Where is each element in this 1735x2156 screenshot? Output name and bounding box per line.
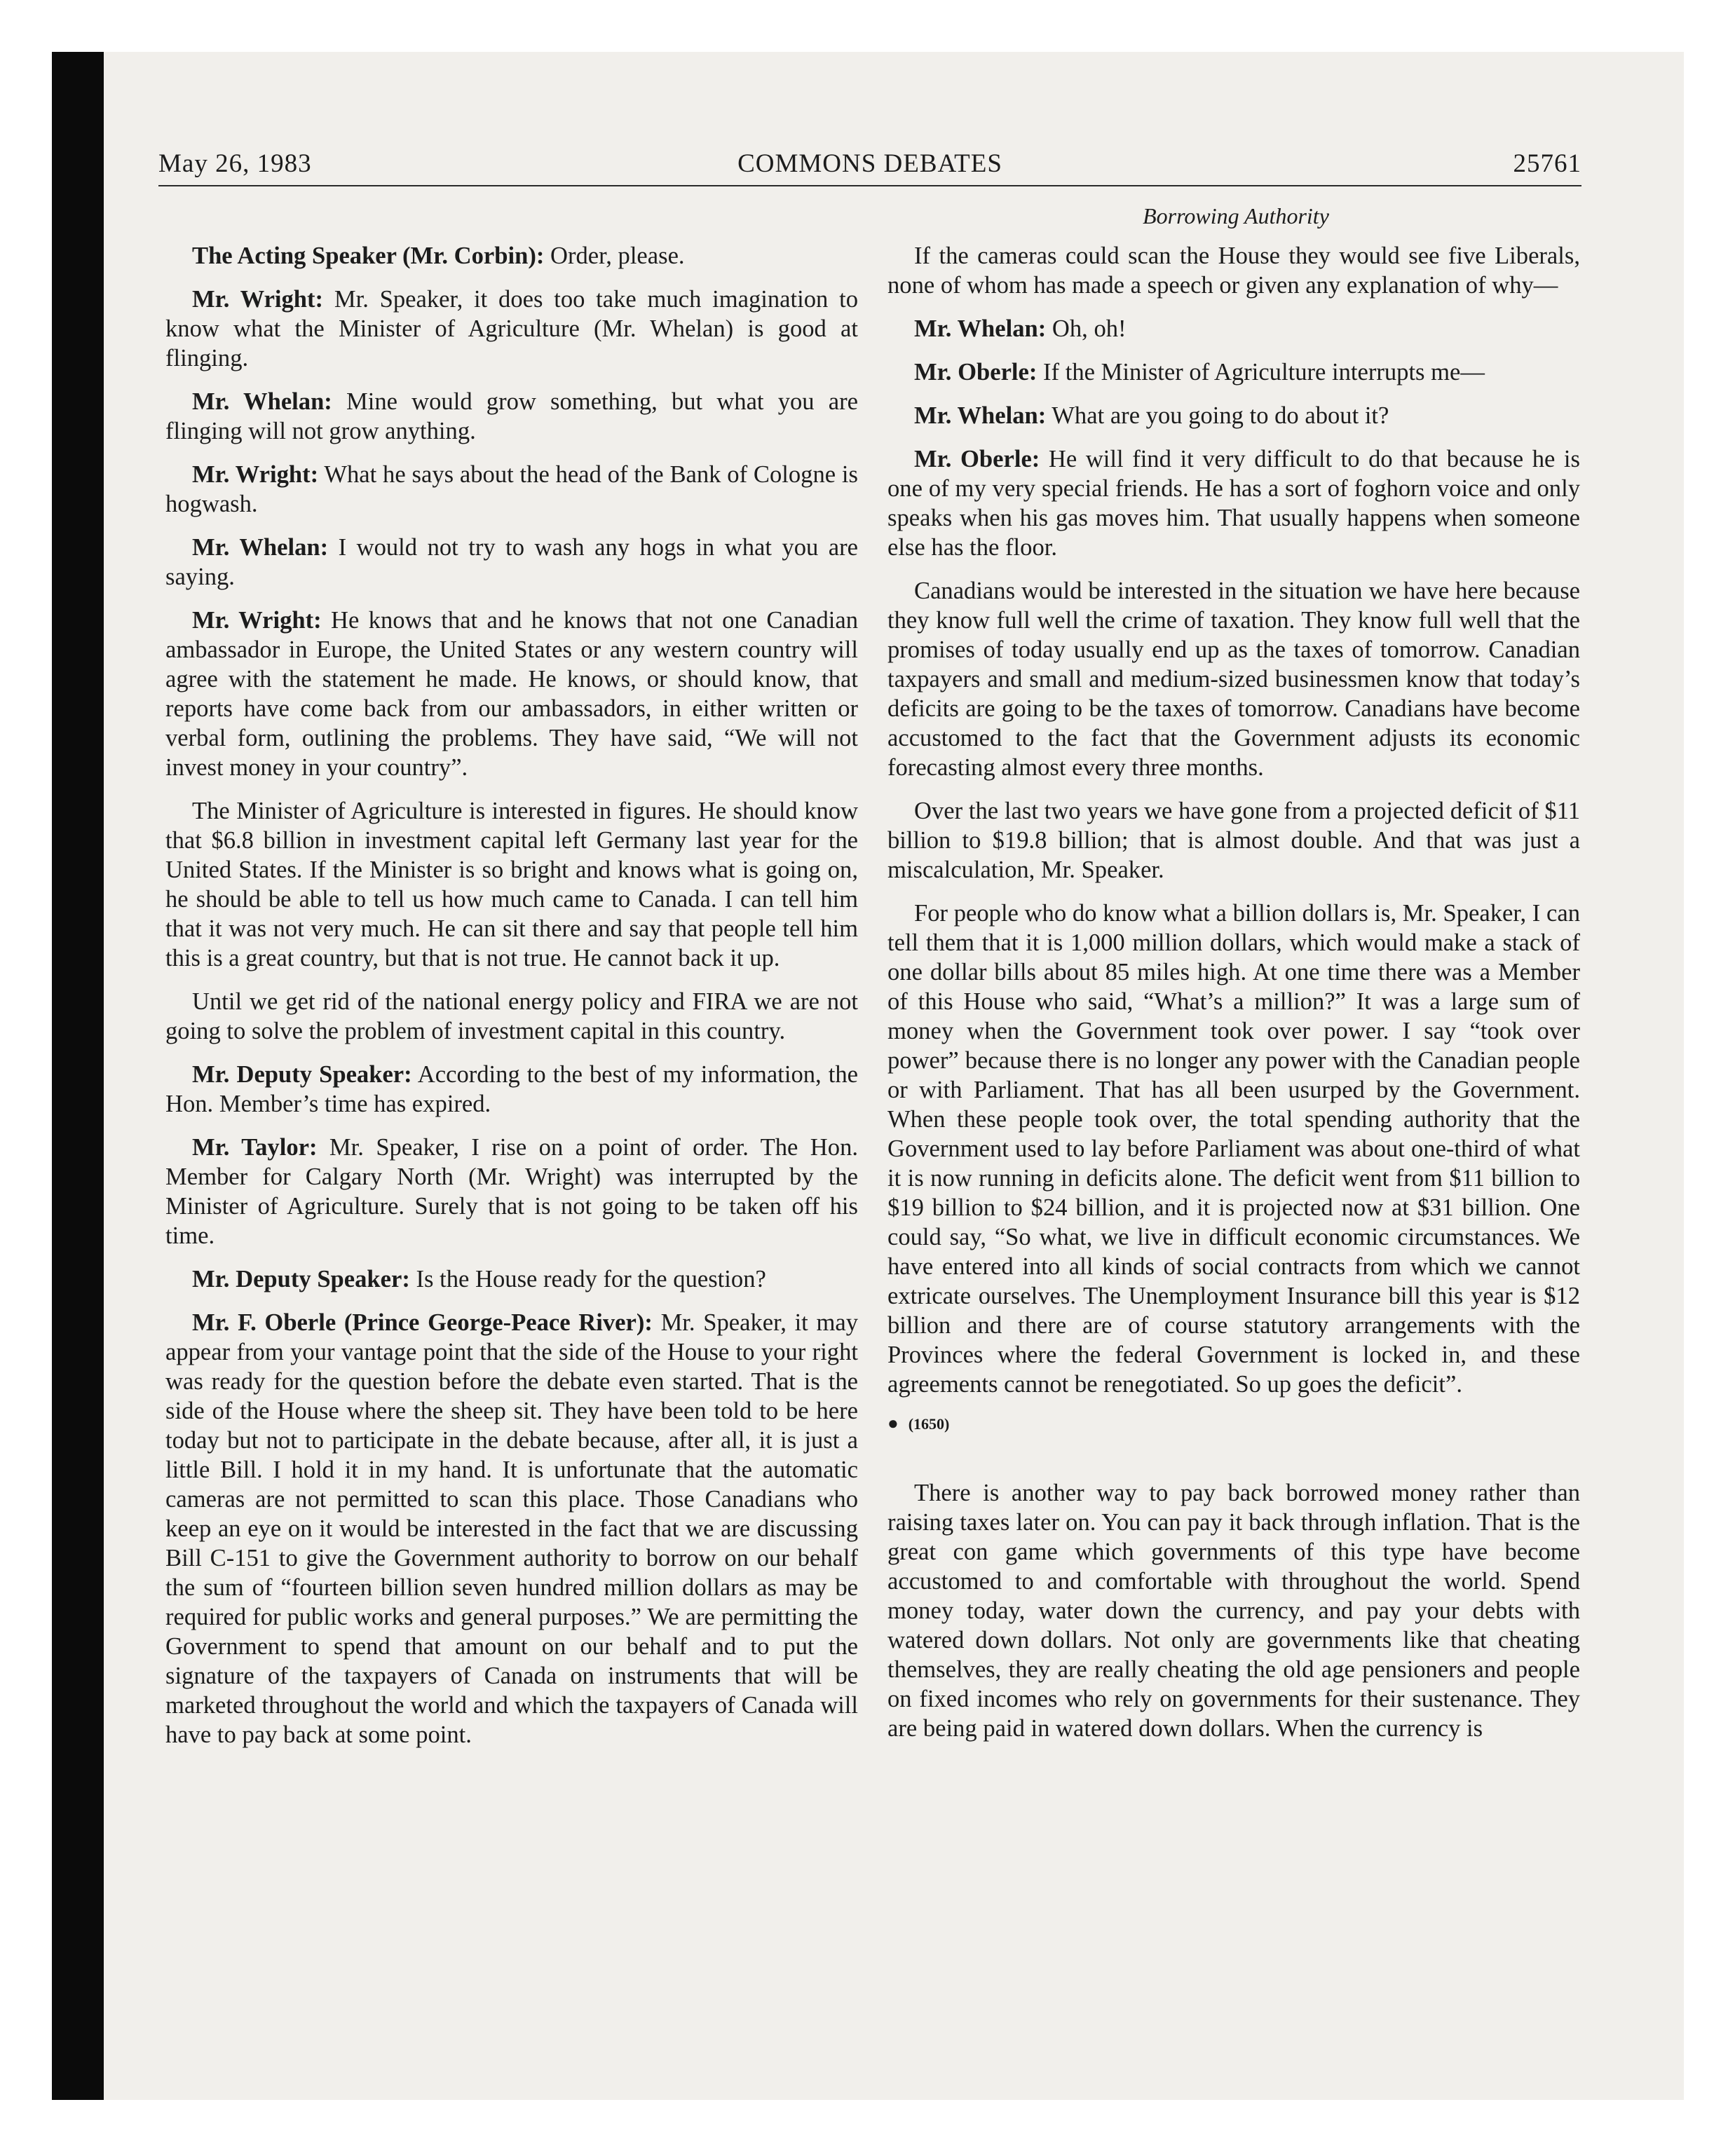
paragraph <box>887 241 1580 300</box>
speaker-name: Mr. Oberle: <box>914 446 1040 472</box>
paragraph-text: He knows that and he knows that not one Canadian ambassador in Europe, the United States or any western country will agree with the statement he made. He knows, or should know, that reports have come back from our ambassadors, in either written or verbal form, outlining the problems. They have said, “We will not invest money in your country”. <box>165 607 858 781</box>
time-marker-text: (1650) <box>908 1415 950 1433</box>
paragraph <box>165 1308 858 1749</box>
paragraph-text: There is another way to pay back borrowed money rather than raising taxes later on. You can pay it back through inflation. That is the great con game which governments of this type have become accustomed to and comfortable with throughout the world. Spend money today, water down the currency, and pay your debts with watered down dollars. Not only are governments like that cheating themselves, they are really cheating the old age pensioners and people on fixed incomes who rely on governments for their sustenance. They are being paid in watered down dollars. When the currency is <box>887 1480 1580 1742</box>
paragraph <box>165 1060 858 1119</box>
speaker-name: Mr. Oberle: <box>914 359 1037 386</box>
header-rule <box>158 185 1581 186</box>
paragraph <box>165 796 858 973</box>
header-date: May 26, 1983 <box>158 149 312 178</box>
speaker-name: Mr. Whelan: <box>192 534 329 561</box>
paragraph-text: Canadians would be interested in the situation we have here because they know full well the crime of taxation. They know full well that the promises of today usually end up as the taxes of tomorrow. Canadian taxpayers and small and medium-sized businessmen know that today’s deficits are going to be the taxes of tomorrow. Canadians have become accustomed to the fact that the Government adjusts its economic forecasting almost every three months. <box>887 578 1580 781</box>
paragraph <box>165 606 858 782</box>
paragraph <box>165 460 858 519</box>
paragraph <box>887 576 1580 782</box>
paragraph <box>887 314 1580 343</box>
left-column <box>165 241 858 1763</box>
paragraph-text: Over the last two years we have gone from a projected deficit of $11 billion to $19.8 billion; that is almost double. And that was just a miscalculation, Mr. Speaker. <box>887 798 1580 883</box>
paragraph-text: What he says about the head of the Bank of Cologne is hogwash. <box>165 461 858 517</box>
header-title: COMMONS DEBATES <box>737 149 1002 178</box>
speaker-name: Mr. Taylor: <box>192 1134 318 1161</box>
paragraph <box>887 899 1580 1399</box>
paragraph-text: Mr. Speaker, it may appear from your vantage point that the side of the House to your right was ready for the question before the debate even started. That is the side of the House where the sheep sit. They have been told to be here today but not to participate in the debate because, after all, it is just a little Bill. I hold it in my hand. It is unfortunate that the automatic cameras are not permitted to scan this place. Those Canadians who keep an eye on it would be interested in the fact that we are discussing Bill C-151 to give the Government authority to borrow on our behalf the sum of “fourteen billion seven hundred million dollars as may be required for public works and general purposes.” We are permitting the Government to spend that amount on our behalf and to put the signature of the taxpayers of Canada on instruments that will be marketed throughout the world and which the taxpayers of Canada will have to pay back at some point. <box>165 1309 859 1748</box>
speaker-name: The Acting Speaker (Mr. Corbin): <box>192 243 545 269</box>
paragraph <box>165 241 858 271</box>
paragraph <box>165 533 858 592</box>
paragraph-text: He will find it very difficult to do that because he is one of my very special friends. He has a sort of foghorn voice and only speaks when his gas moves him. That usually happens when someone else has the floor. <box>887 446 1580 561</box>
paragraph <box>165 1264 858 1294</box>
paragraph-text: Mr. Speaker, it does too take much imagination to know what the Minister of Agriculture (Mr. Whelan) is good at flinging. <box>165 286 859 371</box>
running-head: Borrowing Authority <box>1143 203 1329 228</box>
paragraph-text: Mine would grow something, but what you are flinging will not grow anything. <box>165 388 858 444</box>
paragraph-text: If the cameras could scan the House they would see five Liberals, none of whom has made a speech or given any explanation of why— <box>887 243 1580 299</box>
paragraph-text: According to the best of my information, the Hon. Member’s time has expired. <box>165 1061 858 1117</box>
speaker-name: Mr. Whelan: <box>914 402 1047 429</box>
paragraph-text: What are you going to do about it? <box>1046 402 1389 429</box>
paragraph-text: Until we get rid of the national energy policy and FIRA we are not going to solve the problem of investment capital in this country. <box>165 988 858 1044</box>
speaker-name: Mr. Wright: <box>192 607 322 634</box>
speaker-name: Mr. Whelan: <box>192 388 332 415</box>
speaker-name: Mr. Deputy Speaker: <box>192 1266 410 1292</box>
paragraph-text: Is the House ready for the question? <box>409 1266 766 1292</box>
paragraph <box>165 987 858 1046</box>
paragraph <box>887 1478 1580 1743</box>
right-column <box>887 241 1580 1757</box>
paragraph-text: Order, please. <box>544 243 685 269</box>
speaker-name: Mr. Wright: <box>192 461 319 488</box>
paragraph <box>165 285 858 373</box>
paragraph-text: Oh, oh! <box>1046 315 1127 342</box>
paragraph <box>165 1133 858 1250</box>
paragraph-text: I would not try to wash any hogs in what you are saying. <box>165 534 858 590</box>
speaker-name: Mr. F. Oberle (Prince George-Peace River): <box>192 1309 653 1336</box>
paragraph-text: Mr. Speaker, I rise on a point of order. The Hon. Member for Calgary North (Mr. Wright) was interrupted by the Minister of Agriculture. Surely that is not going to be taken off his time. <box>165 1134 859 1249</box>
paragraph-text: The Minister of Agriculture is interested in figures. He should know that $6.8 billion in investment capital left Germany last year for the United States. If the Minister is so bright and knows what is going on, he should be able to tell us how much came to Canada. I can tell him that it was not very much. He can sit there and say that people tell him this is a great country, but that is not true. He cannot back it up. <box>165 798 858 971</box>
paragraph-text: If the Minister of Agriculture interrupts me— <box>1037 359 1485 386</box>
speaker-name: Mr. Wright: <box>192 286 324 313</box>
paragraph <box>165 387 858 446</box>
time-marker <box>887 1413 1580 1435</box>
speaker-name: Mr. Whelan: <box>914 315 1047 342</box>
header-page-number: 25761 <box>1513 149 1581 178</box>
paragraph <box>887 401 1580 430</box>
bullet-icon: ● <box>887 1413 899 1433</box>
scan-binding-edge <box>52 52 104 2100</box>
page-header <box>158 149 1581 191</box>
paragraph-text: For people who do know what a billion dollars is, Mr. Speaker, I can tell them that it is 1,000 million dollars, which would make a stack of one dollar bills about 85 miles high. At one time there was a Member of this House who said, “What’s a million?” It was a large sum of money when the Government took over power. I say “took over power” because there is no longer any power with the Canadian people or with Parliament. That has all been usurped by the Government. When these people took over, the total spending authority that the Government used to lay before Parliament was about one-third of what it is now running in deficits alone. The deficit went from $11 billion to $19 billion to $24 billion, and it is projected now at $31 billion. One could say, “So what, we live in difficult economic circumstances. We have entered into all kinds of social contracts from which we cannot extricate ourselves. The Unemployment Insurance bill this year is $12 billion and there are of course statutory arrangements with the Provinces where the federal Government is locked in, and these agreements cannot be renegotiated. So up goes the deficit”. <box>887 900 1580 1398</box>
speaker-name: Mr. Deputy Speaker: <box>192 1061 412 1088</box>
paragraph <box>887 357 1580 387</box>
paragraph <box>887 444 1580 562</box>
paragraph <box>887 796 1580 885</box>
